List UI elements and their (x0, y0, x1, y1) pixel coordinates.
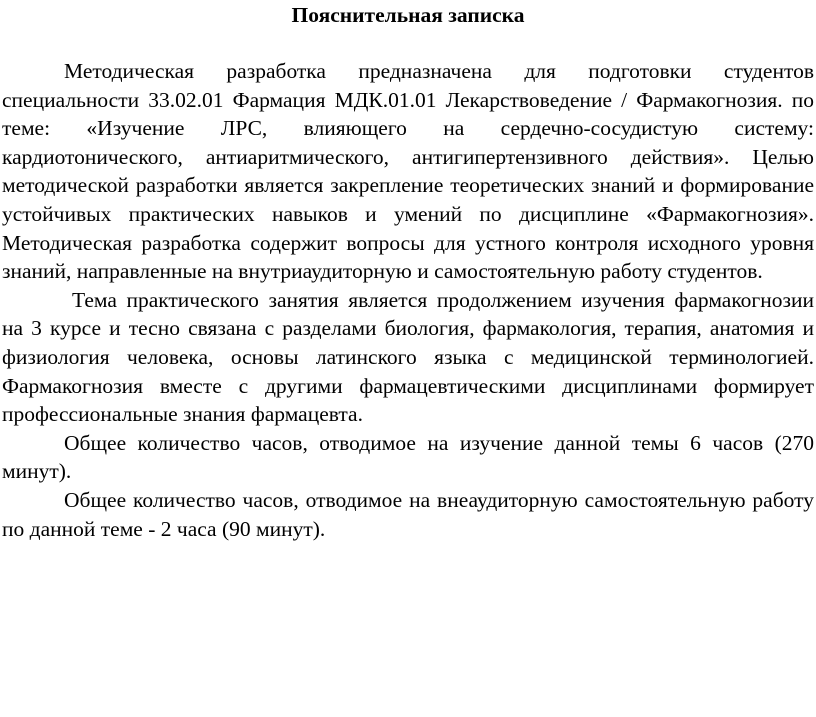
title-spacer (2, 29, 814, 57)
paragraph-topic: Тема практического занятия является продолжением изучения фармакогнозии на 3 курсе и тесно связана с разделами биология, фармакология, терапия, анатомия и физиология человека, основы латинского языка с медицинской терминологией. Фармакогнозия вместе с другими фармацевтическими дисциплинами формирует профессиональные знания фармацевта. (2, 287, 814, 427)
paragraph-total-hours: Общее количество часов, отводимое на изучение данной темы 6 часов (270 минут). (2, 430, 814, 484)
paragraph-extracurricular-hours: Общее количество часов, отводимое на внеаудиторную самостоятельную работу по данной теме - 2 часа (90 минут). (2, 487, 814, 541)
paragraph-purpose: Методическая разработка предназначена для подготовки студентов специальности 33.02.01 Фармация МДК.01.01 Лекарствоведение / Фармакогнозия. по теме: «Изучение ЛРС, влияющего на сердечно-сосудистую систему: кардиотонического, антиаритмического, антигипертензивного действия». Целью методической разработки является закрепление теоретических знаний и формирование устойчивых практических навыков и умений по дисциплине «Фармакогнозия». Методическая разработка содержит вопросы для устного контроля исходного уровня знаний, направленные на внутриаудиторную и самостоятельную работу студентов. (2, 59, 814, 284)
document-title: Пояснительная записка (291, 3, 525, 27)
